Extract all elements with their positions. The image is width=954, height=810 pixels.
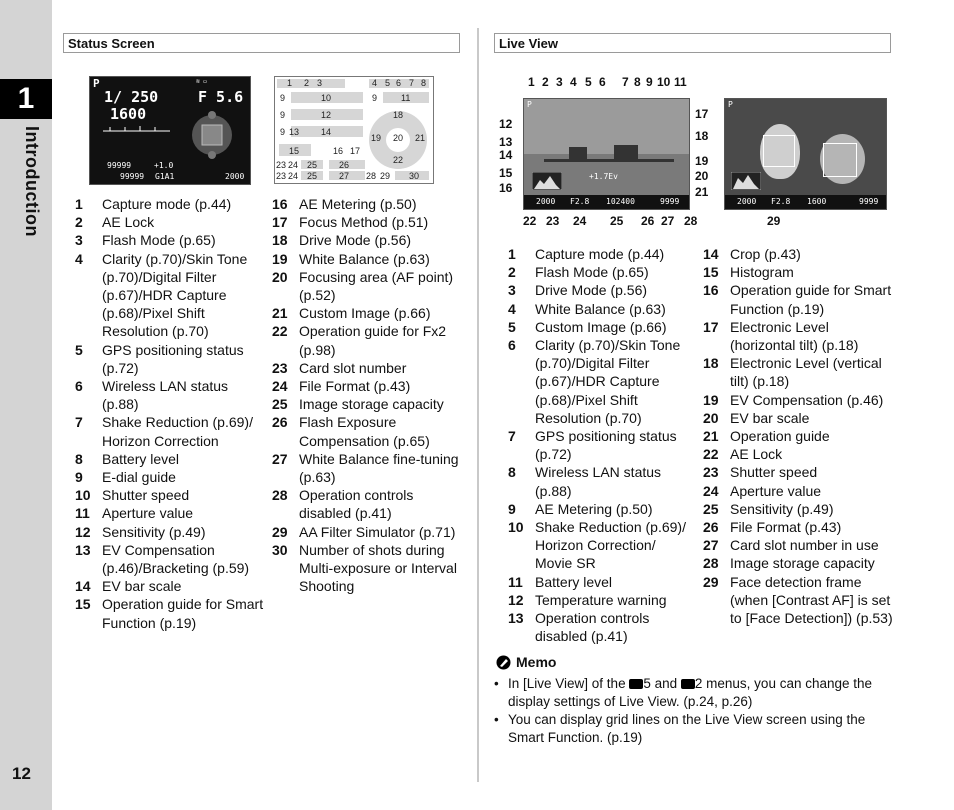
list-item: 25 Image storage capacity <box>272 396 444 413</box>
live-view-items-right <box>703 245 893 627</box>
list-item: 28 Image storage capacity <box>703 555 875 572</box>
list-item: 2 AE Lock <box>75 214 155 231</box>
lcd-mode: P <box>93 77 100 90</box>
live-view-items-left <box>508 245 694 645</box>
list-item: 19 EV Compensation (p.46) <box>703 391 884 408</box>
list-item: 4 Clarity (p.70)/Skin Tone (p.70)/Digital Filter (p.67)/HDR Capture (p.68)/Pixel Shift Resolution (p.70) <box>75 250 248 340</box>
guide-label: 7 <box>409 78 415 88</box>
guide-label: 13 <box>289 127 300 137</box>
list-item: 25 Sensitivity (p.49) <box>703 500 834 517</box>
list-item: 9 AE Metering (p.50) <box>508 500 653 517</box>
list-item: 14 Crop (p.43) <box>703 246 801 262</box>
guide-label: 12 <box>321 110 332 120</box>
chapter-title: Introduction <box>22 126 42 237</box>
list-item: 3 Drive Mode (p.56) <box>508 282 648 299</box>
list-item: 26 File Format (p.43) <box>703 519 842 536</box>
guide-label: 28 <box>366 171 377 181</box>
list-item: 18 Electronic Level (vertical tilt) (p.18) <box>703 355 882 390</box>
guide-label: 6 <box>396 78 402 88</box>
histogram-icon <box>731 172 761 190</box>
memo-title: Memo <box>516 654 557 670</box>
memo-bullet-1-cont: display settings of Live View. (p.24, p.26) <box>508 694 753 709</box>
list-item: 10 Shake Reduction (p.69)/ Horizon Correction/ Movie SR <box>508 519 686 572</box>
list-item: 22 Operation guide for Fx2 (p.98) <box>272 323 447 358</box>
callout: 18 <box>695 129 709 143</box>
guide-label: 22 <box>393 155 404 165</box>
guide-label: 9 <box>280 93 286 103</box>
callout: 11 <box>674 75 687 89</box>
guide-label: 3 <box>317 78 323 88</box>
callout: 15 <box>499 166 513 180</box>
callout: 2 <box>542 75 549 89</box>
memo-bullet-2-cont: Smart Function. (p.19) <box>508 730 643 745</box>
list-item: 1 Capture mode (p.44) <box>508 246 665 262</box>
list-item: 1 Capture mode (p.44) <box>75 196 232 212</box>
guide-label: 9 <box>280 110 286 120</box>
lv-iso: 102400 <box>606 197 635 206</box>
lv2-mode: P <box>728 100 733 109</box>
chapter-sidebar <box>0 0 52 810</box>
lv2-iso: 1600 <box>807 197 827 206</box>
list-item: 13 EV Compensation (p.46)/Bracketing (p.59) <box>75 541 250 577</box>
guide-label: 30 <box>409 171 420 181</box>
status-screen-lcd <box>89 76 251 185</box>
status-items-left <box>75 195 265 632</box>
chapter-number: 1 <box>0 79 52 119</box>
ev-scale-icon <box>95 123 175 135</box>
list-item: 13 Operation controls disabled (p.41) <box>508 610 650 645</box>
callout: 29 <box>767 214 781 228</box>
list-item: 18 Drive Mode (p.56) <box>272 232 412 249</box>
lcd-jpeg-count: 99999 <box>107 161 132 170</box>
status-screen-guide <box>274 76 434 184</box>
list-item: 20 EV bar scale <box>703 409 810 426</box>
live-view-heading: Live View <box>494 33 891 53</box>
lcd-shots: 2000 <box>225 172 245 181</box>
callout: 26 <box>641 214 655 228</box>
lv-capacity: 9999 <box>660 197 680 206</box>
list-item: 3 Flash Mode (p.65) <box>75 232 216 249</box>
list-item: 19 White Balance (p.63) <box>272 250 430 267</box>
list-item: 6 Clarity (p.70)/Skin Tone (p.70)/Digital Filter (p.67)/HDR Capture (p.68)/Pixel Shift Resolution (p.70) <box>508 337 681 426</box>
guide-label: 14 <box>321 127 332 137</box>
list-item: 4 White Balance (p.63) <box>508 300 666 317</box>
memo-icon <box>496 655 511 670</box>
face-detection-screen <box>724 98 887 210</box>
lv2-shutter: 2000 <box>737 197 757 206</box>
list-item: 16 AE Metering (p.50) <box>272 196 417 212</box>
lv-shutter: 2000 <box>536 197 556 206</box>
callout: 16 <box>499 181 513 195</box>
lv2-aperture: F2.8 <box>771 197 791 206</box>
list-item: 22 AE Lock <box>703 446 783 463</box>
guide-label: 17 <box>350 146 361 156</box>
callout: 22 <box>523 214 537 228</box>
guide-label: 23 <box>276 171 287 181</box>
guide-label: 5 <box>385 78 391 88</box>
guide-label: 10 <box>321 93 332 103</box>
callout: 5 <box>585 75 592 89</box>
callout: 3 <box>556 75 563 89</box>
list-item: 15 Histogram <box>703 264 794 281</box>
guide-label: 26 <box>339 160 350 170</box>
list-item: 7 Shake Reduction (p.69)/ Horizon Correction <box>75 414 253 449</box>
lv-ev: +1.7Ev <box>589 172 618 181</box>
memo-bullet-2: • You can display grid lines on the Live View screen using the <box>494 712 866 727</box>
list-item: 12 Sensitivity (p.49) <box>75 523 206 540</box>
list-item: 29 AA Filter Simulator (p.71) <box>272 523 456 540</box>
lcd-ev: +1.0 <box>154 161 174 170</box>
guide-label: 15 <box>289 146 300 156</box>
list-item: 8 Battery level <box>75 450 180 467</box>
guide-label: 25 <box>307 160 318 170</box>
callout: 7 <box>622 75 629 89</box>
list-item: 26 Flash Exposure Compensation (p.65) <box>272 414 430 449</box>
lv-mode: P <box>527 100 532 109</box>
list-item: 10 Shutter speed <box>75 487 190 504</box>
guide-label: 25 <box>307 171 318 181</box>
list-item: 24 Aperture value <box>703 482 822 499</box>
status-screen-heading: Status Screen <box>63 33 460 53</box>
list-item: 21 Custom Image (p.66) <box>272 305 431 322</box>
guide-label: 18 <box>393 110 404 120</box>
guide-label: 11 <box>401 93 411 103</box>
callout: 28 <box>684 214 698 228</box>
lcd-shutter: 1/ 250 <box>104 88 159 106</box>
callout: 8 <box>634 75 641 89</box>
guide-label: 29 <box>380 171 391 181</box>
list-item: 11 Aperture value <box>75 505 194 522</box>
callout: 19 <box>695 154 709 168</box>
callout: 24 <box>573 214 587 228</box>
guide-label: 27 <box>339 171 350 181</box>
callout: 14 <box>499 148 513 162</box>
list-item: 6 Wireless LAN status (p.88) <box>75 378 229 413</box>
callout: 9 <box>646 75 653 89</box>
guide-label: 23 <box>276 160 287 170</box>
list-item: 27 White Balance fine-tuning (p.63) <box>272 450 459 486</box>
guide-label: 19 <box>371 133 382 143</box>
camera-icon <box>629 679 643 689</box>
callout: 17 <box>695 107 709 121</box>
guide-label: 21 <box>415 133 426 143</box>
memo-bullet-1: • In [Live View] of the 5 and 2 menus, you can change the <box>494 676 873 691</box>
list-item: 9 E-dial guide <box>75 469 176 486</box>
lv-aperture: F2.8 <box>570 197 590 206</box>
list-item: 23 Card slot number <box>272 359 407 376</box>
guide-label: 20 <box>393 133 404 143</box>
video-camera-icon <box>681 679 695 689</box>
list-item: 27 Card slot number in use <box>703 537 879 554</box>
list-item: 7 GPS positioning status (p.72) <box>508 428 677 463</box>
guide-label: 24 <box>288 171 299 181</box>
guide-label: 2 <box>304 78 310 88</box>
callout: 6 <box>599 75 606 89</box>
list-item: 17 Focus Method (p.51) <box>272 214 429 231</box>
wifi-icon: ≋ ▭ <box>196 78 207 85</box>
list-item: 20 Focusing area (AF point) (p.52) <box>272 268 454 304</box>
guide-label: 9 <box>372 93 378 103</box>
callout: 23 <box>546 214 560 228</box>
list-item: 5 GPS positioning status (p.72) <box>75 341 244 376</box>
list-item: 5 Custom Image (p.66) <box>508 318 667 335</box>
callout: 1 <box>528 75 535 89</box>
lcd-raw-count: 99999 <box>120 172 145 181</box>
list-item: 29 Face detection frame (when [Contrast AF] is set to [Face Detection]) (p.53) <box>703 573 893 627</box>
status-items-right <box>272 195 462 595</box>
histogram-icon <box>532 172 562 190</box>
list-item: 15 Operation guide for Smart Function (p.19) <box>75 596 264 631</box>
column-divider <box>477 28 479 782</box>
guide-label: 4 <box>372 78 378 88</box>
af-point-icon <box>188 111 236 159</box>
list-item: 28 Operation controls disabled (p.41) <box>272 487 414 522</box>
lcd-iso: 1600 <box>110 105 147 123</box>
list-item: 12 Temperature warning <box>508 591 667 608</box>
guide-label: 24 <box>288 160 299 170</box>
guide-label: 9 <box>280 127 286 137</box>
list-item: 8 Wireless LAN status (p.88) <box>508 464 662 499</box>
list-item: 24 File Format (p.43) <box>272 378 411 395</box>
list-item: 30 Number of shots during Multi-exposure or Interval Shooting <box>272 541 457 595</box>
page-number: 12 <box>12 764 31 783</box>
list-item: 2 Flash Mode (p.65) <box>508 264 649 281</box>
guide-label: 1 <box>287 78 293 88</box>
list-item: 17 Electronic Level (horizontal tilt) (p.18) <box>703 318 859 354</box>
guide-label: 8 <box>421 78 427 88</box>
callout: 10 <box>657 75 671 89</box>
callout: 27 <box>661 214 675 228</box>
lv2-capacity: 9999 <box>859 197 879 206</box>
list-item: 16 Operation guide for Smart Function (p.19) <box>703 282 892 317</box>
callout: 21 <box>695 185 709 199</box>
callout: 13 <box>499 135 513 149</box>
lcd-wb: G1A1 <box>155 172 175 181</box>
callout: 4 <box>570 75 577 89</box>
list-item: 11 Battery level <box>508 573 613 590</box>
live-view-screen <box>523 98 690 210</box>
guide-label: 16 <box>333 146 344 156</box>
list-item: 21 Operation guide <box>703 428 830 445</box>
list-item: 14 EV bar scale <box>75 578 182 595</box>
callout: 25 <box>610 214 624 228</box>
callout: 20 <box>695 169 709 183</box>
callout: 12 <box>499 117 513 131</box>
lcd-aperture: F 5.6 <box>198 88 244 106</box>
list-item: 23 Shutter speed <box>703 464 818 481</box>
